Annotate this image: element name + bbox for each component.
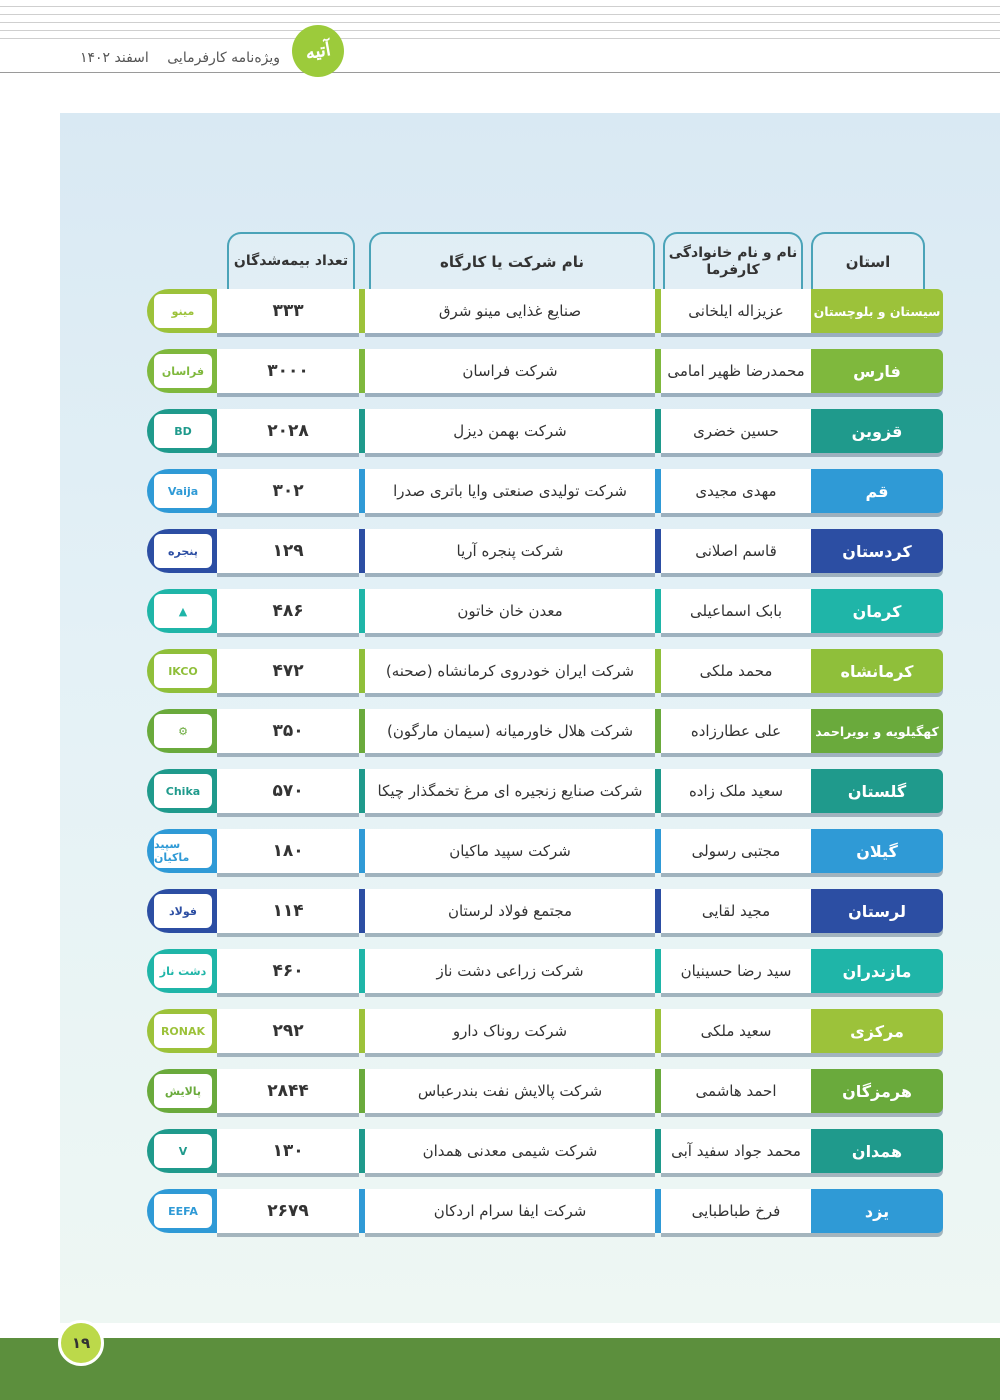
table-row: [147, 469, 943, 513]
employer-name: احمد هاشمی: [661, 1069, 811, 1113]
company-logo: [147, 949, 219, 993]
insured-count: ۲۹۲: [217, 1009, 359, 1053]
province-label: همدان: [811, 1129, 943, 1173]
company-logo-mark: ▲: [154, 594, 212, 628]
company-logo: [147, 709, 219, 753]
employer-name: قاسم اصلانی: [661, 529, 811, 573]
company-name: شرکت سپید ماکیان: [365, 829, 655, 873]
employer-name: حسین خضری: [661, 409, 811, 453]
company-logo-mark: Vaija: [154, 474, 212, 508]
insured-count: ۴۸۶: [217, 589, 359, 633]
insured-count: ۴۶۰: [217, 949, 359, 993]
column-header-employer: نام و نام خانوادگی کارفرما: [663, 232, 803, 290]
insured-count: ۱۳۰: [217, 1129, 359, 1173]
employer-name: بابک اسماعیلی: [661, 589, 811, 633]
insured-count: ۳۰۰۰: [217, 349, 359, 393]
company-logo-mark: IKCO: [154, 654, 212, 688]
company-name: شرکت پنجره آریا: [365, 529, 655, 573]
company-logo: [147, 409, 219, 453]
company-name: شرکت فراسان: [365, 349, 655, 393]
table-row: [147, 949, 943, 993]
employer-name: سعید ملک زاده: [661, 769, 811, 813]
company-logo: [147, 889, 219, 933]
company-logo-mark: پنجره: [154, 534, 212, 568]
table-row: [147, 529, 943, 573]
company-name: شرکت هلال خاورمیانه (سیمان مارگون): [365, 709, 655, 753]
employer-name: فرخ طباطبایی: [661, 1189, 811, 1233]
company-logo: [147, 349, 219, 393]
company-logo: [147, 1129, 219, 1173]
insured-count: ۴۷۲: [217, 649, 359, 693]
company-logo-mark: ⚙: [154, 714, 212, 748]
employer-name: محمدرضا ظهیر امامی: [661, 349, 811, 393]
company-logo-mark: سپید ماکیان: [154, 834, 212, 868]
atieh-logo: آتیه: [288, 21, 348, 81]
company-logo: [147, 289, 219, 333]
insured-count: ۲۰۲۸: [217, 409, 359, 453]
company-logo-mark: Chika: [154, 774, 212, 808]
employer-name: مجید لقایی: [661, 889, 811, 933]
publication-name: ویژه‌نامه کارفرمایی: [167, 50, 281, 66]
company-logo: [147, 769, 219, 813]
issue-date: اسفند ۱۴۰۲: [80, 50, 149, 66]
table-row: [147, 709, 943, 753]
page-number: ۱۹: [58, 1320, 104, 1366]
insured-count: ۵۷۰: [217, 769, 359, 813]
company-logo: [147, 829, 219, 873]
province-label: مرکزی: [811, 1009, 943, 1053]
table-row: [147, 1189, 943, 1233]
company-logo: [147, 1189, 219, 1233]
insured-count: ۳۵۰: [217, 709, 359, 753]
province-label: گیلان: [811, 829, 943, 873]
table-row: [147, 349, 943, 393]
company-name: شرکت شیمی معدنی همدان: [365, 1129, 655, 1173]
insured-count: ۳۳۳: [217, 289, 359, 333]
company-logo: [147, 589, 219, 633]
employer-name: مجتبی رسولی: [661, 829, 811, 873]
province-label: قزوین: [811, 409, 943, 453]
employer-name: سید رضا حسینیان: [661, 949, 811, 993]
company-logo: [147, 529, 219, 573]
company-name: مجتمع فولاد لرستان: [365, 889, 655, 933]
table-row: [147, 1069, 943, 1113]
column-header-insured: تعداد بیمه‌شدگان: [227, 232, 355, 290]
company-logo-mark: RONAK: [154, 1014, 212, 1048]
company-name: معدن خان خاتون: [365, 589, 655, 633]
table-row: [147, 289, 943, 333]
company-name: شرکت پالایش نفت بندرعباس: [365, 1069, 655, 1113]
insured-count: ۳۰۲: [217, 469, 359, 513]
province-label: قم: [811, 469, 943, 513]
column-header-company: نام شرکت یا کارگاه: [369, 232, 655, 290]
insured-count: ۱۱۴: [217, 889, 359, 933]
company-logo-mark: V: [154, 1134, 212, 1168]
company-logo-mark: پالایش: [154, 1074, 212, 1108]
footer-bar: [0, 1338, 1000, 1400]
column-header-province: استان: [811, 232, 925, 290]
table-row: [147, 589, 943, 633]
table-row: [147, 889, 943, 933]
table-row: [147, 1129, 943, 1173]
province-label: کردستان: [811, 529, 943, 573]
insured-count: ۱۲۹: [217, 529, 359, 573]
employer-name: عزیزاله ایلخانی: [661, 289, 811, 333]
company-name: شرکت تولیدی صنعتی وایا باتری صدرا: [365, 469, 655, 513]
province-label: هرمزگان: [811, 1069, 943, 1113]
table-row: [147, 829, 943, 873]
employer-name: مهدی مجیدی: [661, 469, 811, 513]
province-label: سیستان و بلوچستان: [811, 289, 943, 333]
employer-name: علی عطارزاده: [661, 709, 811, 753]
company-logo-mark: فولاد: [154, 894, 212, 928]
company-logo-mark: دشت ناز: [154, 954, 212, 988]
company-logo-mark: مینو: [154, 294, 212, 328]
table-row: [147, 649, 943, 693]
province-label: یزد: [811, 1189, 943, 1233]
province-label: فارس: [811, 349, 943, 393]
insured-count: ۲۸۴۴: [217, 1069, 359, 1113]
company-name: صنایع غذایی مینو شرق: [365, 289, 655, 333]
company-logo: [147, 469, 219, 513]
company-logo: [147, 1009, 219, 1053]
company-name: شرکت بهمن دیزل: [365, 409, 655, 453]
province-label: کهگیلویه و بویراحمد: [811, 709, 943, 753]
table-row: [147, 409, 943, 453]
company-logo-mark: BD: [154, 414, 212, 448]
employer-name: سعید ملکی: [661, 1009, 811, 1053]
company-name: شرکت زراعی دشت ناز: [365, 949, 655, 993]
insured-count: ۱۸۰: [217, 829, 359, 873]
table-row: [147, 1009, 943, 1053]
company-name: شرکت ایران خودروی کرمانشاه (صحنه): [365, 649, 655, 693]
insured-count: ۲۶۷۹: [217, 1189, 359, 1233]
company-name: شرکت صنایع زنجیره ای مرغ تخمگذار چیکا: [365, 769, 655, 813]
province-label: گلستان: [811, 769, 943, 813]
employer-name: محمد جواد سفید آبی: [661, 1129, 811, 1173]
company-logo-mark: EEFA: [154, 1194, 212, 1228]
company-logo: [147, 1069, 219, 1113]
province-label: کرمانشاه: [811, 649, 943, 693]
province-label: لرستان: [811, 889, 943, 933]
company-logo-mark: فراسان: [154, 354, 212, 388]
employer-name: محمد ملکی: [661, 649, 811, 693]
company-name: شرکت ایفا سرام اردکان: [365, 1189, 655, 1233]
header-title: [66, 50, 280, 66]
company-name: شرکت روناک دارو: [365, 1009, 655, 1053]
company-logo: [147, 649, 219, 693]
province-label: مازندران: [811, 949, 943, 993]
province-label: کرمان: [811, 589, 943, 633]
table-row: [147, 769, 943, 813]
